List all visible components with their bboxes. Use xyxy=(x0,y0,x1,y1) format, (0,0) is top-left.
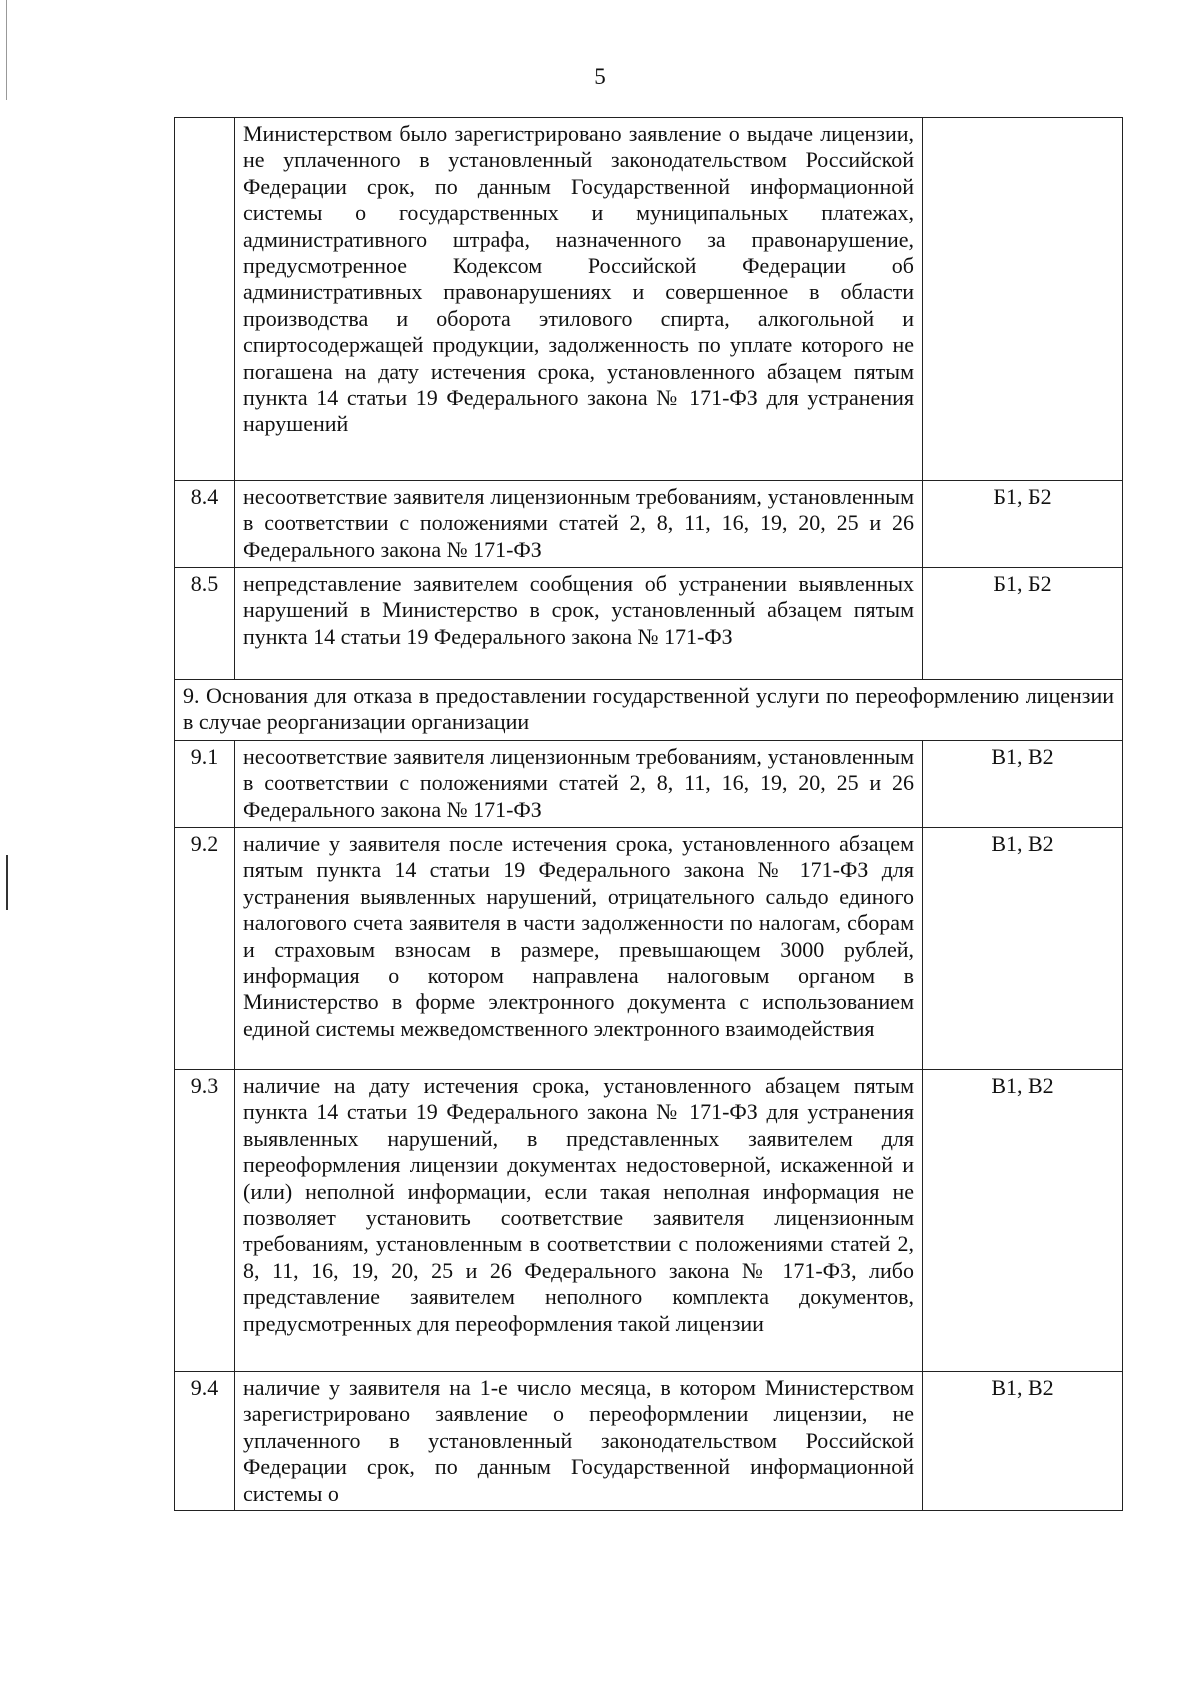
row-text: наличие на дату истечения срока, установленного абзацем пятым пункта 14 статьи 19 Федерального закона № 171-ФЗ для устранения выявленных нарушений, в представленных заявителем для переоформления лицензии документах недостоверной, искаженной и (или) неполной информации, если такая неполная информация не позволяет установить соответствие заявителя лицензионным требованиям, установленным в соответствии с положениями статей 2, 8, 11, 16, 19, 20, 25 и 26 Федерального закона № 171-ФЗ, либо представление заявителем неполного комплекта документов, предусмотренных для переоформления такой лицензии xyxy=(235,1070,923,1372)
row-number: 9.4 xyxy=(175,1372,235,1511)
table-row-8-5 xyxy=(175,568,1123,680)
section-9-heading-row xyxy=(175,680,1123,741)
row-codes: В1, В2 xyxy=(923,1372,1123,1511)
grounds-table xyxy=(174,117,1123,1511)
row-number: 8.5 xyxy=(175,568,235,680)
row-codes xyxy=(923,118,1123,481)
section-heading: 9. Основания для отказа в предоставлении государственной услуги по переоформлению лицензии в случае реорганизации организации xyxy=(175,680,1123,741)
row-text: несоответствие заявителя лицензионным требованиям, установленным в соответствии с положениями статей 2, 8, 11, 16, 19, 20, 25 и 26 Федерального закона № 171-ФЗ xyxy=(235,481,923,568)
row-codes: В1, В2 xyxy=(923,828,1123,1070)
row-number xyxy=(175,118,235,481)
row-number: 9.2 xyxy=(175,828,235,1070)
page-number: 5 xyxy=(594,64,606,89)
row-text: Министерством было зарегистрировано заявление о выдаче лицензии, не уплаченного в установленный законодательством Российской Федерации срок, по данным Государственной информационной системы о государственных и муниципальных платежах, административного штрафа, назначенного за правонарушение, предусмотренное Кодексом Российской Федерации об административных правонарушениях и совершенное в области производства и оборота этилового спирта, алкогольной и спиртосодержащей продукции, задолженность по уплате которого не погашена на дату истечения срока, установленного абзацем пятым пункта 14 статьи 19 Федерального закона № 171-ФЗ для устранения нарушений xyxy=(235,118,923,481)
row-codes: Б1, Б2 xyxy=(923,481,1123,568)
row-text: несоответствие заявителя лицензионным требованиям, установленным в соответствии с положениями статей 2, 8, 11, 16, 19, 20, 25 и 26 Федерального закона № 171-ФЗ xyxy=(235,741,923,828)
row-codes: В1, В2 xyxy=(923,741,1123,828)
table-row-9-2 xyxy=(175,828,1123,1070)
row-number: 9.3 xyxy=(175,1070,235,1372)
row-text: наличие у заявителя после истечения срока, установленного абзацем пятым пункта 14 статьи 19 Федерального закона № 171-ФЗ для устранения выявленных нарушений, отрицательного сальдо единого налогового счета заявителя в части задолженности по налогам, сборам и страховым взносам в размере, превышающем 3000 рублей, информация о котором направлена налоговым органом в Министерство в форме электронного документа с использованием единой системы межведомственного электронного взаимодействия xyxy=(235,828,923,1070)
table-row-8-4 xyxy=(175,481,1123,568)
row-text: непредставление заявителем сообщения об устранении выявленных нарушений в Министерство в срок, установленный абзацем пятым пункта 14 статьи 19 Федерального закона № 171-ФЗ xyxy=(235,568,923,680)
scan-edge-mark xyxy=(6,855,8,910)
row-codes: Б1, Б2 xyxy=(923,568,1123,680)
table-row-continued xyxy=(175,118,1123,481)
row-codes: В1, В2 xyxy=(923,1070,1123,1372)
row-text: наличие у заявителя на 1-е число месяца, в котором Министерством зарегистрировано заявление о переоформлении лицензии, не уплаченного в установленный законодательством Российской Федерации срок, по данным Государственной информационной системы о xyxy=(235,1372,923,1511)
row-number: 9.1 xyxy=(175,741,235,828)
row-number: 8.4 xyxy=(175,481,235,568)
table-row-9-1 xyxy=(175,741,1123,828)
table-row-9-3 xyxy=(175,1070,1123,1372)
table-row-9-4 xyxy=(175,1372,1123,1511)
